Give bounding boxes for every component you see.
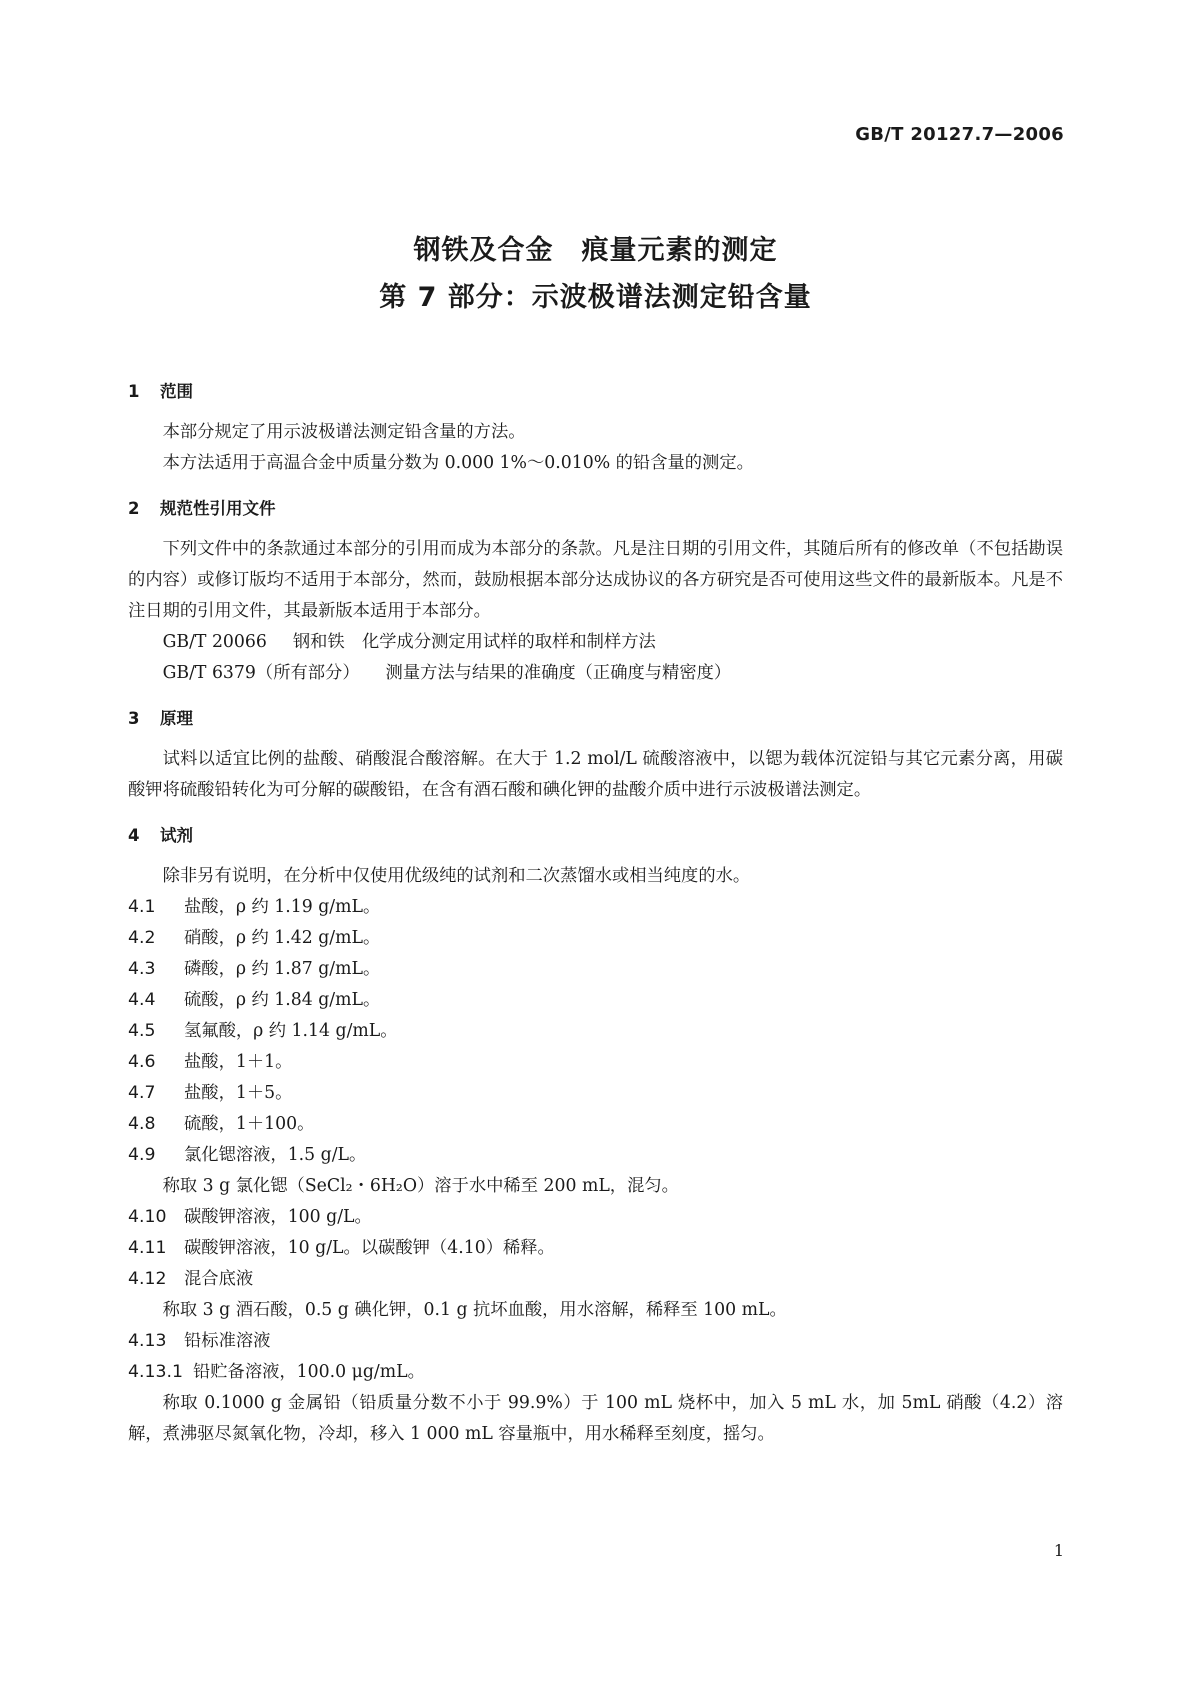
- item-text: 硫酸，ρ 约 1.84 g/mL。: [184, 990, 381, 1010]
- item-text: 盐酸，ρ 约 1.19 g/mL。: [184, 897, 381, 917]
- section-title: 范围: [160, 382, 193, 401]
- item-text: 碳酸钾溶液，10 g/L。以碳酸钾（4.10）稀释。: [184, 1238, 555, 1258]
- reference-code: GB/T 6379（所有部分）: [162, 663, 360, 683]
- item-number: 4.13: [128, 1331, 167, 1351]
- item-note: 称取 0.1000 g 金属铅（铅质量分数不小于 99.9%）于 100 mL 烧杯中，加入 5 mL 水，加 5mL 硝酸（4.2）溶解，煮沸驱尽氮氧化物，冷却，移入 1 000 mL 容量瓶中，用水稀释至刻度，摇匀。: [128, 1393, 1063, 1444]
- reference-code: GB/T 20066: [162, 632, 267, 652]
- reagent-item: [128, 1078, 1063, 1109]
- item-number: 4.3: [128, 959, 156, 979]
- item-number: 4.7: [128, 1083, 156, 1103]
- reagent-item: [128, 892, 1063, 923]
- item-note: 称取 3 g 酒石酸，0.5 g 碘化钾，0.1 g 抗坏血酸，用水溶解，稀释至 100 mL。: [162, 1300, 787, 1320]
- section-title: 原理: [160, 709, 193, 728]
- item-note: 称取 3 g 氯化锶（SeCl₂・6H₂O）溶于水中稀至 200 mL，混匀。: [162, 1176, 679, 1196]
- reagent-item: [128, 1109, 1063, 1140]
- paragraph: 试料以适宜比例的盐酸、硝酸混合酸溶解。在大于 1.2 mol/L 硫酸溶液中，以锶为载体沉淀铅与其它元素分离，用碳酸钾将硫酸铅转化为可分解的碳酸铅，在含有酒石酸和碘化钾的盐酸介质中进行示波极谱法测定。: [128, 749, 1063, 800]
- reagent-item: [128, 1140, 1063, 1171]
- section-heading-reagents: [128, 820, 1063, 851]
- reagent-item: [128, 1264, 1063, 1295]
- item-number: 4.8: [128, 1114, 156, 1134]
- reagent-item: [128, 1016, 1063, 1047]
- item-text: 铅标准溶液: [184, 1331, 271, 1351]
- reagent-item: [128, 1326, 1063, 1357]
- reagent-item: [128, 985, 1063, 1016]
- item-text: 混合底液: [184, 1269, 254, 1289]
- item-text: 硫酸，1＋100。: [184, 1114, 315, 1134]
- section-heading-normative-references: [128, 493, 1063, 524]
- reference-title: 测量方法与结果的准确度（正确度与精密度）: [385, 663, 732, 683]
- document-title-line1: 钢铁及合金 痕量元素的测定: [413, 235, 778, 266]
- item-number: 4.6: [128, 1052, 156, 1072]
- reagent-subitem: [128, 1357, 1063, 1388]
- document-title-line2: 第 7 部分：示波极谱法测定铅含量: [379, 282, 812, 313]
- item-text: 硝酸，ρ 约 1.42 g/mL。: [184, 928, 381, 948]
- item-text: 盐酸，1＋5。: [184, 1083, 293, 1103]
- item-text: 盐酸，1＋1。: [184, 1052, 293, 1072]
- reference-entry: [128, 658, 1063, 689]
- paragraph: 本部分规定了用示波极谱法测定铅含量的方法。: [162, 422, 526, 442]
- item-number: 4.13.1: [128, 1362, 183, 1382]
- document-body: [128, 376, 1063, 1450]
- paragraph: 本方法适用于高温合金中质量分数为 0.000 1%～0.010% 的铅含量的测定。: [162, 453, 754, 473]
- item-number: 4.1: [128, 897, 156, 917]
- item-number: 4.11: [128, 1238, 167, 1258]
- section-title: 规范性引用文件: [160, 499, 276, 518]
- reference-title: 钢和铁 化学成分测定用试样的取样和制样方法: [292, 632, 656, 652]
- item-text: 铅贮备溶液，100.0 μg/mL。: [192, 1362, 425, 1382]
- section-number: 2: [128, 499, 140, 518]
- item-text: 碳酸钾溶液，100 g/L。: [184, 1207, 372, 1227]
- item-number: 4.12: [128, 1269, 167, 1289]
- section-number: 1: [128, 382, 140, 401]
- reference-entry: [128, 627, 1063, 658]
- item-number: 4.10: [128, 1207, 167, 1227]
- section-number: 3: [128, 709, 140, 728]
- section-title: 试剂: [160, 826, 193, 845]
- item-number: 4.9: [128, 1145, 156, 1165]
- section-number: 4: [128, 826, 140, 845]
- page-number: 1: [1053, 1541, 1064, 1560]
- item-text: 氯化锶溶液，1.5 g/L。: [184, 1145, 367, 1165]
- reagent-item: [128, 923, 1063, 954]
- section-heading-scope: [128, 376, 1063, 407]
- paragraph: 除非另有说明，在分析中仅使用优级纯的试剂和二次蒸馏水或相当纯度的水。: [162, 866, 751, 886]
- item-number: 4.2: [128, 928, 156, 948]
- reagent-item: [128, 954, 1063, 985]
- item-text: 氢氟酸，ρ 约 1.14 g/mL。: [184, 1021, 398, 1041]
- item-number: 4.5: [128, 1021, 156, 1041]
- section-heading-principle: [128, 703, 1063, 734]
- paragraph: 下列文件中的条款通过本部分的引用而成为本部分的条款。凡是注日期的引用文件，其随后所有的修改单（不包括勘误的内容）或修订版均不适用于本部分，然而，鼓励根据本部分达成协议的各方研究是否可使用这些文件的最新版本。凡是不注日期的引用文件，其最新版本适用于本部分。: [128, 539, 1063, 621]
- reagent-item: [128, 1233, 1063, 1264]
- reagent-item: [128, 1047, 1063, 1078]
- item-number: 4.4: [128, 990, 156, 1010]
- reagent-item: [128, 1202, 1063, 1233]
- item-text: 磷酸，ρ 约 1.87 g/mL。: [184, 959, 381, 979]
- standard-number: GB/T 20127.7—2006: [855, 124, 1064, 145]
